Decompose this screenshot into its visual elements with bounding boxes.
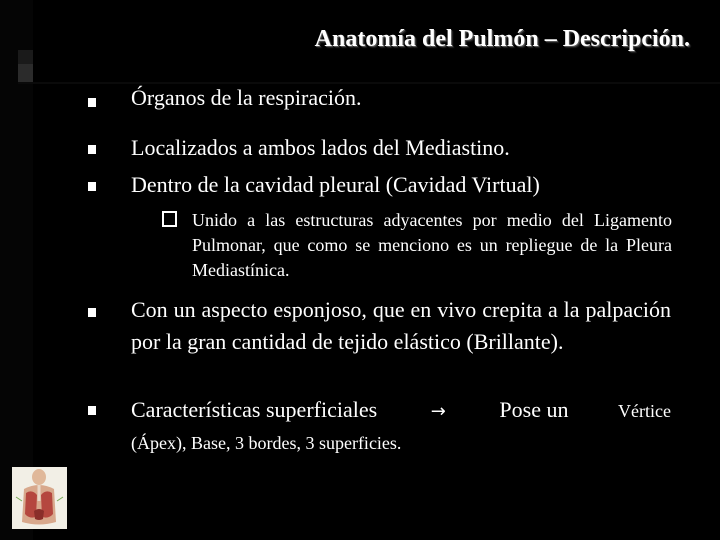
decor-square [18, 50, 33, 64]
right-arrow-icon: → [430, 401, 446, 422]
square-bullet-icon [88, 182, 96, 191]
square-bullet-icon [88, 98, 96, 107]
sub-bullet-item: Unido a las estructuras adyacentes por medio del Ligamento Pulmonar, que como se menciono es un repliegue de la Pleura Mediastínica. [192, 210, 672, 280]
paragraph-rest: (Ápex), Base, 3 bordes, 3 superficies. [131, 433, 402, 453]
decor-square [18, 64, 33, 82]
paragraph-mid: Pose un [499, 397, 569, 422]
square-bullet-icon [88, 308, 96, 317]
paragraph-lead: Características superficiales [131, 397, 378, 422]
square-bullet-icon [88, 406, 96, 415]
bullet-item: Dentro de la cavidad pleural (Cavidad Virtual) [131, 172, 540, 197]
bullet-item: Órganos de la respiración. [131, 85, 362, 110]
title-area [33, 0, 720, 82]
square-bullet-icon [88, 145, 96, 154]
lung-anatomy-illustration [12, 467, 67, 529]
slide-title: Anatomía del Pulmón – Descripción. [314, 26, 690, 52]
title-rule [18, 82, 720, 84]
bullet-item: Localizados a ambos lados del Mediastino. [131, 135, 510, 160]
left-decor-bar [0, 0, 33, 540]
hollow-box-icon [162, 211, 177, 227]
bullet-paragraph-2 [131, 394, 671, 456]
lung-illustration-svg [12, 467, 67, 529]
paragraph-small: Vértice [618, 401, 671, 421]
bullet-paragraph: Con un aspecto esponjoso, que en vivo crepita a la palpación por la gran cantidad de tejido elástico (Brillante). [131, 297, 671, 354]
